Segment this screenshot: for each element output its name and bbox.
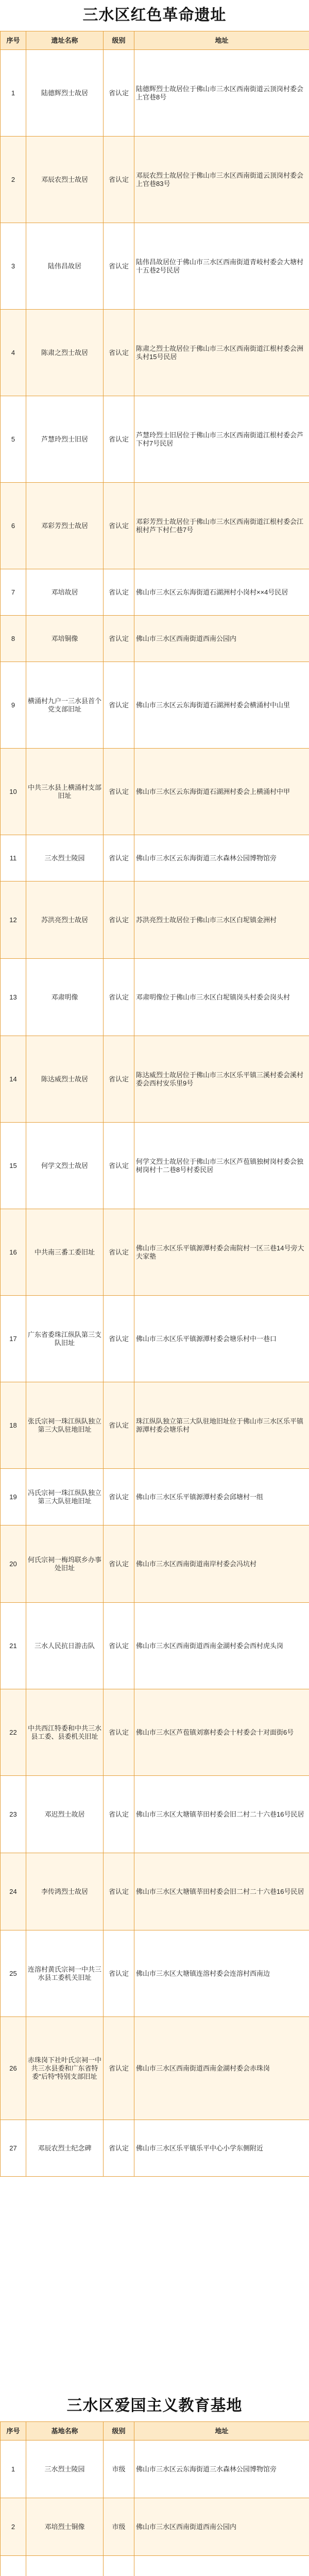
cell-address: 佛山市三水区乐平镇乐平中心小学东侧附近: [134, 2120, 309, 2177]
table-row: [1, 2120, 309, 2177]
cell-address: 佛山市三水区云东海街道石湖洲村小岗村××4号民居: [134, 569, 309, 616]
header-address: 地址: [134, 31, 309, 50]
cell-index: 23: [1, 1776, 26, 1853]
cell-index: 24: [1, 1853, 26, 1930]
cell-address: 佛山市三水区西南街道西南公园内: [134, 616, 309, 662]
cell-index: 7: [1, 569, 26, 616]
cell-index: 9: [1, 662, 26, 749]
cell-level: 省认定: [104, 2017, 134, 2120]
bases-table: [0, 2421, 309, 2576]
table-row: [1, 2441, 309, 2498]
cell-level: 省认定: [104, 137, 134, 223]
table-row: [1, 959, 309, 1036]
table-row: [1, 616, 309, 662]
cell-level: 省认定: [104, 1296, 134, 1382]
header-name: 基地名称: [26, 2422, 104, 2441]
table-row: [1, 1036, 309, 1123]
cell-name: 陆伟昌故居: [26, 223, 104, 310]
cell-name: 陈达威烈士故居: [26, 1036, 104, 1123]
cell-level: 省认定: [104, 959, 134, 1036]
cell-index: 15: [1, 1123, 26, 1209]
cell-index: 22: [1, 1689, 26, 1776]
cell-name: 何学文烈士故居: [26, 1123, 104, 1209]
cell-index: 2: [1, 137, 26, 223]
cell-address: 佛山市三水区云东海街道石湖洲村委会上横涌村中甲: [134, 749, 309, 835]
cell-level: 省认定: [104, 882, 134, 959]
table-row: [1, 1853, 309, 1930]
cell-level: 省认定: [104, 749, 134, 835]
cell-address: 佛山市三水区乐平镇源潭村委会塘乐村中一巷口: [134, 1296, 309, 1382]
cell-address: 陆伟昌故居位于佛山市三水区西南街道青岐村委会大塘村十五巷2号民居: [134, 223, 309, 310]
cell-address: 佛山市三水区大塘镇连溶村委会连溶村西南边: [134, 1930, 309, 2017]
sites-table: [0, 31, 309, 2177]
table-row: [1, 749, 309, 835]
table-row: [1, 310, 309, 396]
cell-level: 省认定: [104, 1526, 134, 1603]
table-row: [1, 1603, 309, 1689]
cell-level: 省认定: [104, 396, 134, 483]
cell-level: [104, 2556, 134, 2576]
cell-name: 邓培烈士铜像: [26, 2498, 104, 2556]
cell-level: 省认定: [104, 616, 134, 662]
cell-index: 18: [1, 1382, 26, 1469]
table-row: [1, 1382, 309, 1469]
cell-address: 邓肃明像位于佛山市三水区白坭镇岗头村委会岗头村: [134, 959, 309, 1036]
table-row: [1, 1776, 309, 1853]
cell-level: 省认定: [104, 1853, 134, 1930]
cell-index: 26: [1, 2017, 26, 2120]
table-row: [1, 1689, 309, 1776]
table-row: [1, 483, 309, 569]
cell-name: 邓肃明像: [26, 959, 104, 1036]
cell-index: 21: [1, 1603, 26, 1689]
cell-name: 苏洪亮烈士故居: [26, 882, 104, 959]
header-level: 级别: [104, 2422, 134, 2441]
cell-level: 市级: [104, 2441, 134, 2498]
cell-name: 冯氏宗祠一珠江纵队独立第三大队驻地旧址: [26, 1469, 104, 1526]
cell-index: 11: [1, 835, 26, 882]
cell-name: 陆德辉烈士故居: [26, 50, 104, 137]
cell-address: 佛山市三水区大塘镇莘田村委会旧二村二十六巷16号民居: [134, 1853, 309, 1930]
cell-name: 三水烈士陵园: [26, 835, 104, 882]
cell-address: 佛山市三水区芦苞镇刘寨村委会十村委会十对面街6号: [134, 1689, 309, 1776]
table-row: [1, 2498, 309, 2556]
cell-name: 陈肃之烈士故居: [26, 310, 104, 396]
cell-level: 省认定: [104, 569, 134, 616]
cell-level: 省认定: [104, 662, 134, 749]
table-row: [1, 2017, 309, 2120]
table-row: [1, 223, 309, 310]
cell-index: 1: [1, 2441, 26, 2498]
cell-index: 1: [1, 50, 26, 137]
header-address: 地址: [134, 2422, 309, 2441]
cell-index: 8: [1, 616, 26, 662]
cell-name: 赤珠岗下社叶氏宗祠一中共三水县委和广东省特委"后特"特别支部旧址: [26, 2017, 104, 2120]
cell-name: 邓培铜像: [26, 616, 104, 662]
cell-address: 佛山市三水区乐平镇源潭村委会南院村一区三巷14号旁大夫家塾: [134, 1209, 309, 1296]
cell-address: 何学文烈士故居位于佛山市三水区芦苞镇独树岗村委会独树岗村十二巷8号村委民居: [134, 1123, 309, 1209]
cell-level: 省认定: [104, 1689, 134, 1776]
cell-level: 省认定: [104, 50, 134, 137]
cell-level: 省认定: [104, 1209, 134, 1296]
cell-index: 14: [1, 1036, 26, 1123]
cell-name: 邓彩芳烈士故居: [26, 483, 104, 569]
cell-index: 17: [1, 1296, 26, 1382]
table-row: [1, 1526, 309, 1603]
cell-level: 省认定: [104, 1469, 134, 1526]
table-row: [1, 1209, 309, 1296]
cell-index: 13: [1, 959, 26, 1036]
cell-address: 佛山市三水区云东海街道三水森林公园博物馆旁: [134, 835, 309, 882]
table-row: [1, 2556, 309, 2576]
header-name: 遗址名称: [26, 31, 104, 50]
cell-name: 邓辰农烈士故居: [26, 137, 104, 223]
cell-index: 6: [1, 483, 26, 569]
cell-address: 芦慧玲烈士旧居位于佛山市三水区西南街道江根村委会芦下村7号民居: [134, 396, 309, 483]
cell-name: 三水烈士陵园: [26, 2441, 104, 2498]
cell-index: 3: [1, 223, 26, 310]
header-level: 级别: [104, 31, 134, 50]
table-row: [1, 1930, 309, 2017]
cell-level: 省认定: [104, 1036, 134, 1123]
cell-level: 省认定: [104, 1382, 134, 1469]
cell-name: 张氏宗祠一珠江纵队独立第三大队驻地旧址: [26, 1382, 104, 1469]
cell-level: 省认定: [104, 2120, 134, 2177]
table-row: [1, 1296, 309, 1382]
cell-name: 横涌村九户一三水县首个党支部旧址: [26, 662, 104, 749]
cell-index: 25: [1, 1930, 26, 2017]
section-title: 三水区爱国主义教育基地: [66, 2397, 243, 2414]
table-row: [1, 662, 309, 749]
cell-name: 何氏宗祠一梅坞联乡办事处旧址: [26, 1526, 104, 1603]
cell-address: 佛山市三水区西南街道南岸村委会冯坑村: [134, 1526, 309, 1603]
cell-name: 中共西江特委和中共三水县工委、县委机关旧址: [26, 1689, 104, 1776]
cell-index: 20: [1, 1526, 26, 1603]
table-row: [1, 882, 309, 959]
table-header-row: [1, 2422, 309, 2441]
cell-address: 邓彩芳烈士故居位于佛山市三水区西南街道江根村委会江根村芦下村仁巷7号: [134, 483, 309, 569]
cell-level: 省认定: [104, 1930, 134, 2017]
cell-address: 陈肃之烈士故居位于佛山市三水区西南街道江根村委会洲头村15号民居: [134, 310, 309, 396]
table-row: [1, 1123, 309, 1209]
table-row: [1, 396, 309, 483]
header-index: 序号: [1, 2422, 26, 2441]
cell-address: 佛山市三水区西南街道西南金湖村委会赤珠岗: [134, 2017, 309, 2120]
cell-name: [26, 2556, 104, 2576]
cell-address: [134, 2556, 309, 2576]
cell-index: [1, 2556, 26, 2576]
cell-level: 省认定: [104, 835, 134, 882]
cell-level: 省认定: [104, 483, 134, 569]
cell-level: 省认定: [104, 1776, 134, 1853]
cell-address: 陆德辉烈士故居位于佛山市三水区西南街道云顶岗村委会上官巷8号: [134, 50, 309, 137]
cell-level: 省认定: [104, 1123, 134, 1209]
table-header-row: [1, 31, 309, 50]
cell-name: 芦慧玲烈士旧居: [26, 396, 104, 483]
table-row: [1, 1469, 309, 1526]
cell-address: 佛山市三水区乐平镇源潭村委会邱塘村一组: [134, 1469, 309, 1526]
cell-name: 李传鸿烈士故居: [26, 1853, 104, 1930]
cell-level: 省认定: [104, 1603, 134, 1689]
cell-address: 佛山市三水区西南街道西南金湖村委会西村虎头岗: [134, 1603, 309, 1689]
table-row: [1, 569, 309, 616]
cell-index: 4: [1, 310, 26, 396]
section-patriotic-education-bases: [0, 2391, 309, 2576]
cell-address: 苏洪亮烈士故居位于佛山市三水区白坭镇金洲村: [134, 882, 309, 959]
cell-name: 邓迟烈士故居: [26, 1776, 104, 1853]
table-row: [1, 835, 309, 882]
table-row: [1, 137, 309, 223]
cell-name: 三水人民抗日游击队: [26, 1603, 104, 1689]
cell-address: 邓辰农烈士故居位于佛山市三水区西南街道云顶岗村委会上官巷83号: [134, 137, 309, 223]
cell-address: 珠江纵队独立第三大队驻地旧址位于佛山市三水区乐平镇源潭村委会塘乐村: [134, 1382, 309, 1469]
cell-index: 10: [1, 749, 26, 835]
cell-address: 佛山市三水区大塘镇莘田村委会旧二村二十六巷16号民居: [134, 1776, 309, 1853]
table-row: [1, 50, 309, 137]
cell-index: 16: [1, 1209, 26, 1296]
cell-name: 中共三水县上横涌村支部旧址: [26, 749, 104, 835]
cell-name: 中共南三番工委旧址: [26, 1209, 104, 1296]
cell-address: 佛山市三水区西南街道西南公园内: [134, 2498, 309, 2556]
cell-index: 27: [1, 2120, 26, 2177]
cell-index: 19: [1, 1469, 26, 1526]
cell-index: 2: [1, 2498, 26, 2556]
cell-level: 省认定: [104, 310, 134, 396]
cell-address: 佛山市三水区云东海街道三水森林公园博物馆旁: [134, 2441, 309, 2498]
cell-name: 连溶村黄氏宗祠一中共三水县工委机关旧址: [26, 1930, 104, 2017]
cell-address: 陈达威烈士故居位于佛山市三水区乐平镇三溪村委会溪村委会西村安乐里9号: [134, 1036, 309, 1123]
cell-index: 12: [1, 882, 26, 959]
cell-name: 广东省委珠江纵队第三支队旧址: [26, 1296, 104, 1382]
cell-name: 邓培故居: [26, 569, 104, 616]
cell-level: 省认定: [104, 223, 134, 310]
header-index: 序号: [1, 31, 26, 50]
cell-name: 邓辰农烈士纪念碑: [26, 2120, 104, 2177]
cell-index: 5: [1, 396, 26, 483]
section-title: 三水区红色革命遗址: [82, 7, 227, 24]
cell-address: 佛山市三水区云东海街道石湖洲村委会横涌村中山里: [134, 662, 309, 749]
cell-level: 市级: [104, 2498, 134, 2556]
